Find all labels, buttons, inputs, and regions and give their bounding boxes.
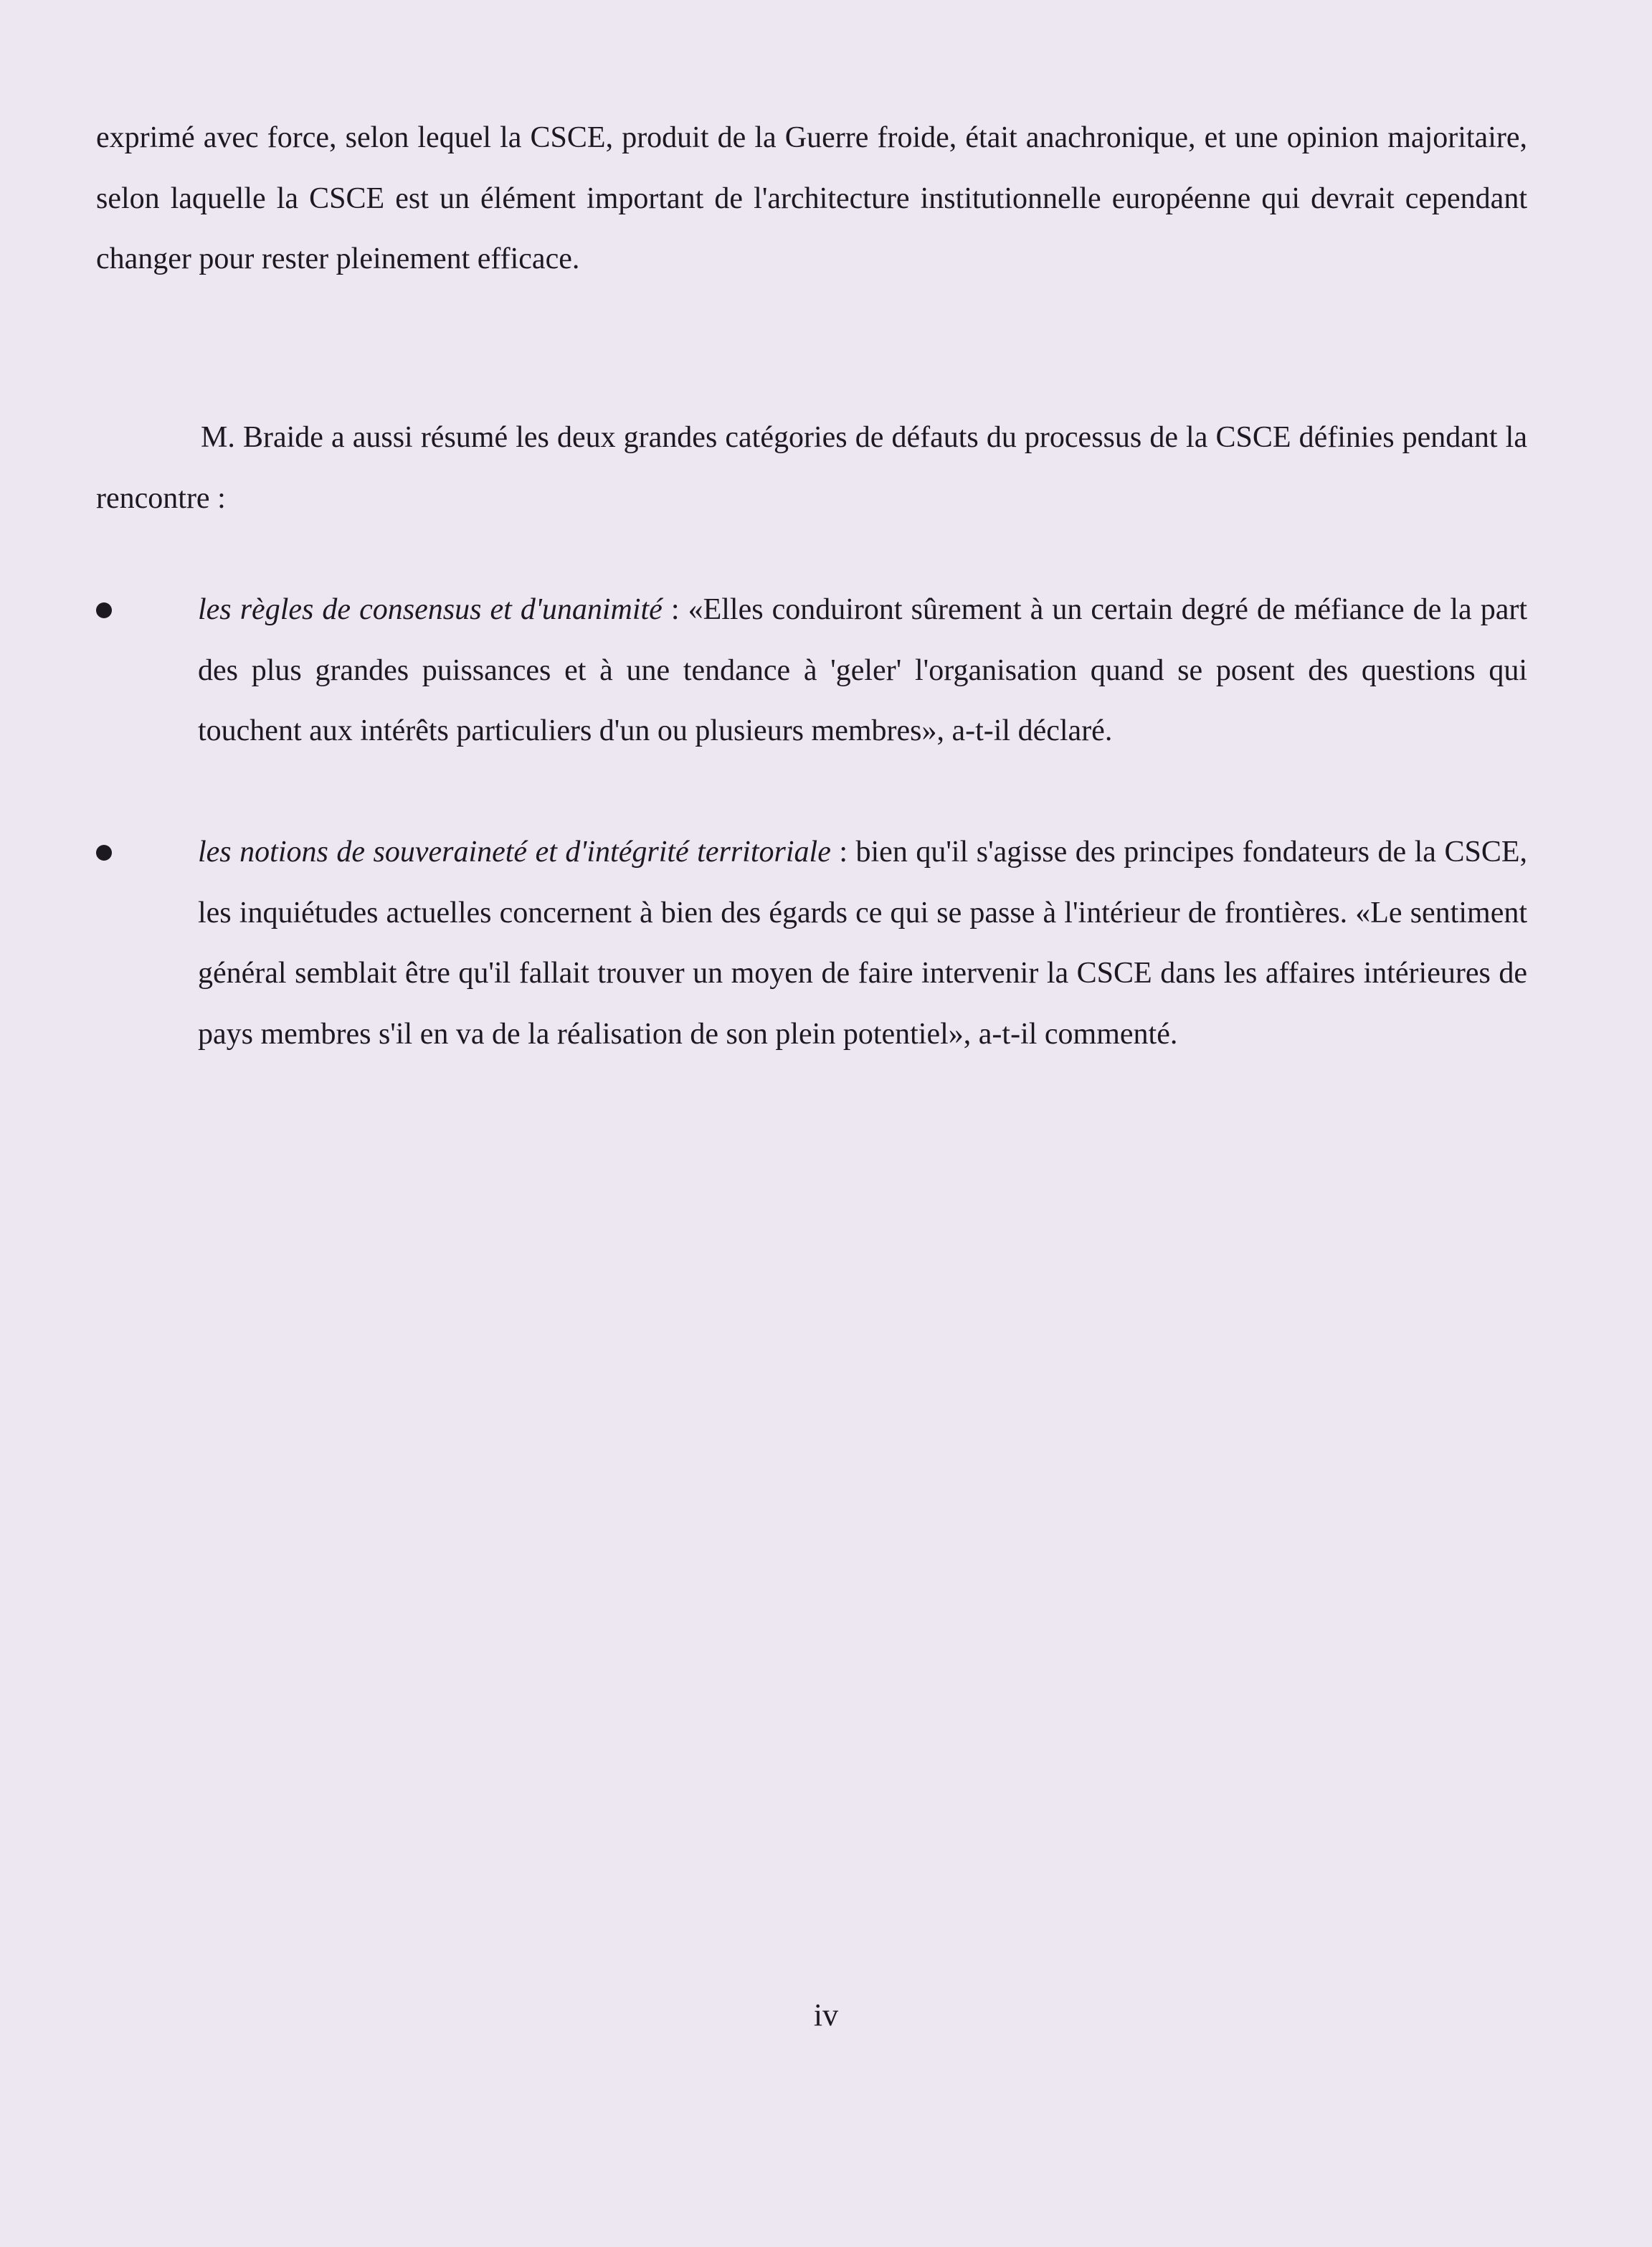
list-item [96, 580, 1527, 762]
bullet-icon [96, 602, 112, 618]
list-item [96, 822, 1527, 1064]
bullet-text: : bien qu'il s'agisse des principes fondateurs de la CSCE, les inquiétudes actuelles concernent à bien des égards ce qui se passe à l'intérieur de frontières. «Le sentiment général semblait être qu'il fallait trouver un moyen de faire intervenir la CSCE dans les affaires intérieures de pays membres s'il en va de la réalisation de son plein potentiel», a-t-il commenté. [198, 836, 1527, 1051]
paragraph-continuation: exprimé avec force, selon lequel la CSCE, produit de la Guerre froide, était anachronique, et une opinion majoritaire, selon laquelle la CSCE est un élément important de l'architecture institutionnelle européenne qui devrait cependant changer pour rester pleinement efficace. [96, 121, 1527, 275]
bullet-term: les règles de consensus et d'unanimité [198, 593, 663, 626]
bullet-icon [96, 845, 112, 861]
defects-list [96, 580, 1527, 1064]
bullet-text: : «Elles conduiront sûrement à un certain degré de méfiance de la part des plus grandes puissances et à une tendance à 'geler' l'organisation quand se posent des questions qui touchent aux intérêts particuliers d'un ou plusieurs membres», a-t-il déclaré. [198, 593, 1527, 747]
paragraph-braide-summary: M. Braide a aussi résumé les deux grandes catégories de défauts du processus de la CSCE définies pendant la rencontre : [96, 421, 1527, 515]
bullet-term: les notions de souveraineté et d'intégrité territoriale [198, 836, 831, 869]
page-number: iv [813, 1997, 839, 2033]
